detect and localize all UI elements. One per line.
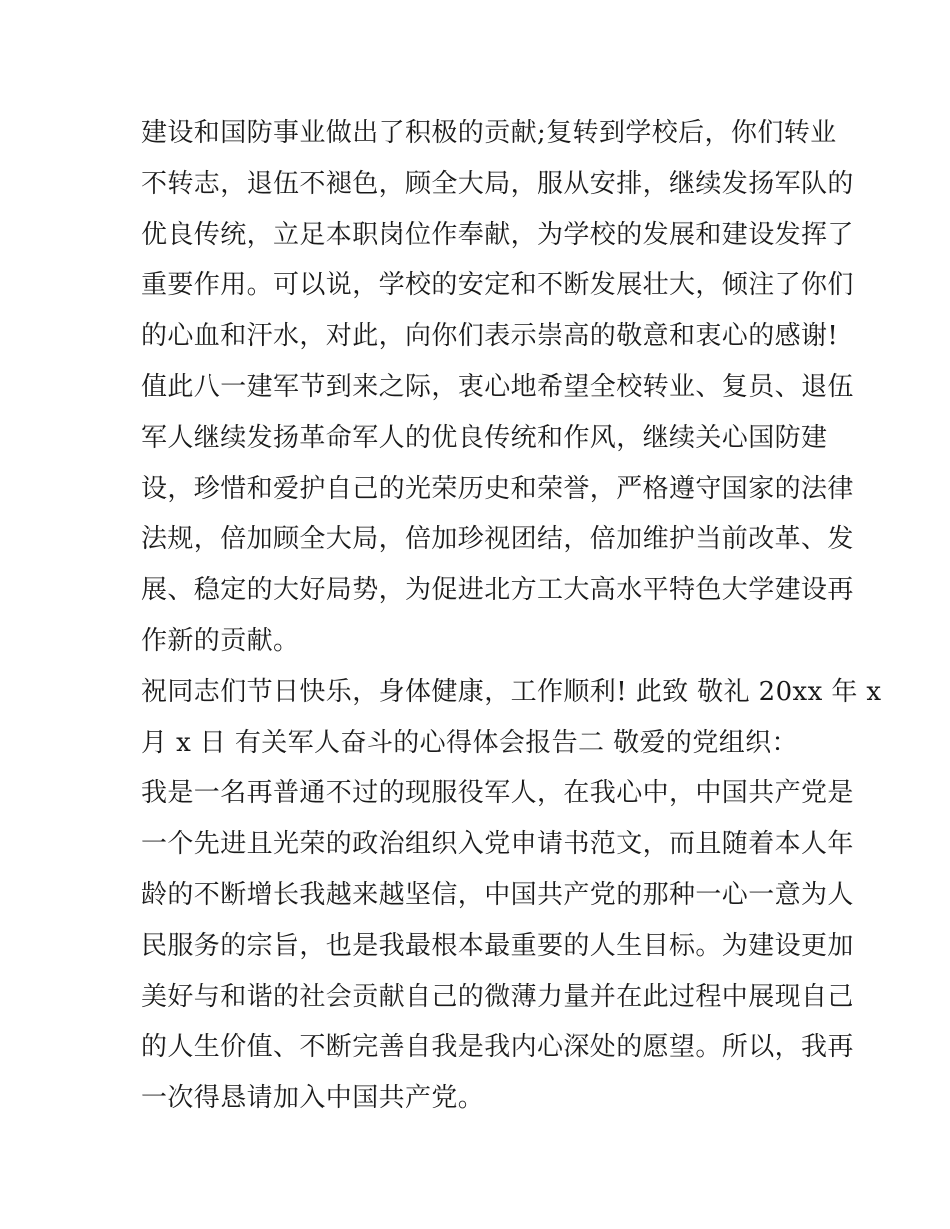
text-line: 民服务的宗旨，也是我最根本最重要的人生目标。为建设更加 (141, 930, 854, 961)
text-line: 展、稳定的大好局势，为促进北方工大高水平特色大学建设再 (141, 575, 854, 606)
text-line: 优良传统，立足本职岗位作奉献，为学校的发展和建设发挥了 (141, 219, 854, 250)
text-line: 我是一名再普通不过的现服役军人，在我心中，中国共产党是 (141, 778, 854, 809)
text-line: 祝同志们节日快乐，身体健康，工作顺利! 此致 敬礼 20xx 年 x (141, 676, 882, 707)
body-text (141, 108, 882, 1124)
text-line: 值此八一建军节到来之际，衷心地希望全校转业、复员、退伍 (141, 371, 854, 402)
text-line: 一次得恳请加入中国共产党。 (141, 1083, 485, 1114)
text-line: 重要作用。可以说，学校的安定和不断发展壮大，倾注了你们 (141, 270, 854, 301)
text-line: 美好与和谐的社会贡献自己的微薄力量并在此过程中展现自己 (141, 981, 854, 1012)
text-line: 的人生价值、不断完善自我是我内心深处的愿望。所以，我再 (141, 1032, 854, 1063)
text-line: 龄的不断增长我越来越坚信，中国共产党的那种一心一意为人 (141, 879, 854, 910)
text-line: 军人继续发扬革命军人的优良传统和作风，继续关心国防建 (141, 422, 828, 453)
text-line: 设，珍惜和爱护自己的光荣历史和荣誉，严格遵守国家的法律 (141, 473, 854, 504)
text-line: 的心血和汗水，对此，向你们表示崇高的敬意和衷心的感谢! (141, 321, 839, 352)
text-line: 不转志，退伍不褪色，顾全大局，服从安排，继续发扬军队的 (141, 168, 854, 199)
text-line: 月 x 日 有关军人奋斗的心得体会报告二 敬爱的党组织： (141, 727, 798, 758)
text-line: 建设和国防事业做出了积极的贡献;复转到学校后，你们转业 (141, 118, 837, 148)
text-line: 作新的贡献。 (141, 625, 300, 656)
text-line: 一个先进且光荣的政治组织入党申请书范文，而且随着本人年 (141, 829, 854, 860)
text-line: 法规，倍加顾全大局，倍加珍视团结，倍加维护当前改革、发 (141, 524, 854, 555)
